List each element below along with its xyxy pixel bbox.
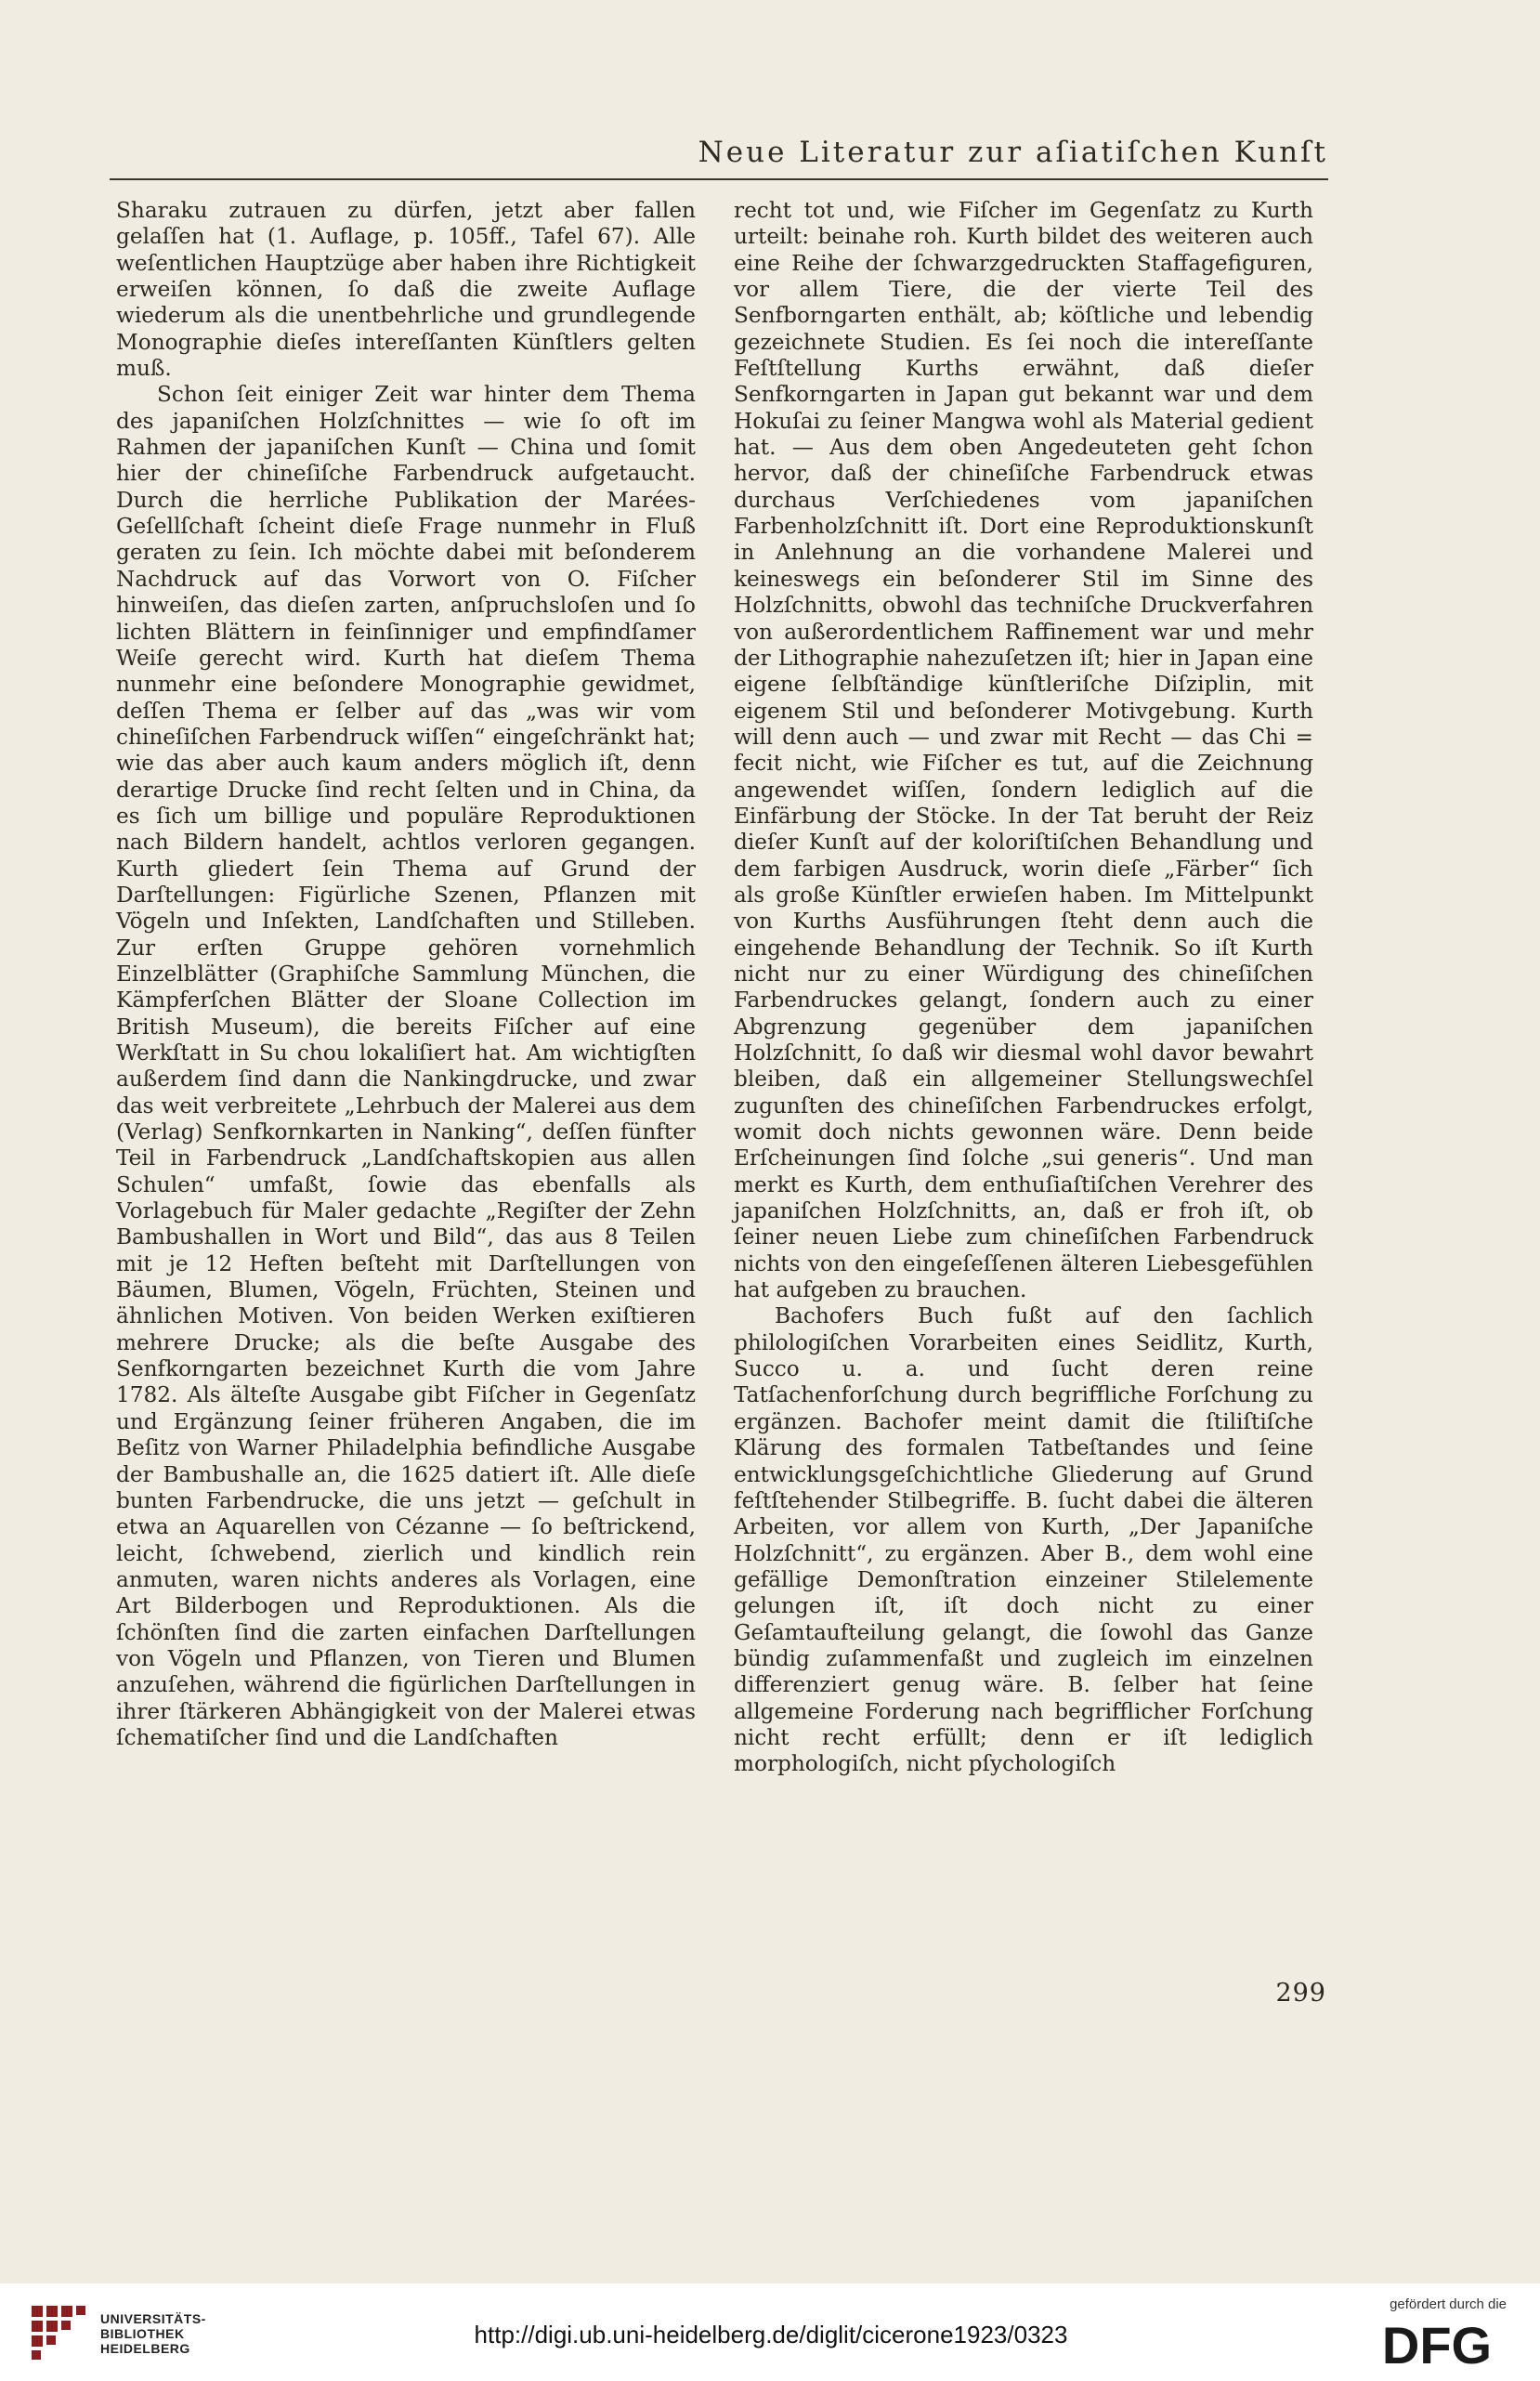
paragraph: recht tot und, wie Fiſcher im Gegenſatz zu Kurth urteilt: beinahe roh. Kurth bildet des weiteren auch eine Reihe der ſchwarzgedruckten Staffagefiguren, vor allem Tiere, die der vierte Teil des Senfborngarten enthält, ab; köſtliche und lebendig gezeichnete Studien. Es ſei noch die intereſſante Feſtſtellung Kurths erwähnt, daß dieſer Senfkorngarten in Japan gut bekannt war und dem Hokuſai zu ſeiner Mangwa wohl als Material gedient hat. — Aus dem oben Angedeuteten geht ſchon hervor, daß der chineſiſche Farbendruck etwas durchaus Verſchiedenes vom japaniſchen Farbenholzſchnitt iſt. Dort eine Reproduktionskunſt in Anlehnung an die vorhandene Malerei und keineswegs ein beſonderer Stil im Sinne des Holzſchnitts, obwohl das techniſche Druckverfahren von außerordentlichem Raffinement war und mehr der Lithographie nahezuſetzen iſt; hier in Japan eine eigene ſelbſtändige künſtleriſche Diſziplin, mit eigenem Stil und beſonderer Motivgebung. Kurth will denn auch — und zwar mit Recht — das Chi = fecit nicht, wie Fiſcher es tut, auf die Zeichnung angewendet wiſſen, ſondern lediglich auf die Einfärbung der Stöcke. In der Tat beruht der Reiz dieſer Kunſt auf der koloriſtiſchen Behandlung und dem farbigen Ausdruck, worin dieſe „Färber“ ſich als große Künſtler erwieſen haben. Im Mittelpunkt von Kurths Ausführungen ſteht denn auch die eingehende Behandlung der Technik. So iſt Kurth nicht nur zu einer Würdigung des chineſiſchen Farbendruckes gelangt, ſondern auch zu einer Abgrenzung gegenüber dem japaniſchen Holzſchnitt, ſo daß wir diesmal wohl davor bewahrt bleiben, daß ein allgemeiner Stellungswechſel zugunſten des chineſiſchen Farbendruckes erfolgt, womit doch nichts gewonnen wäre. Denn beide Erſcheinungen ſind ſolche „sui generis“. Und man merkt es Kurth, dem enthuſiaſtiſchen Verehrer des japaniſchen Holzſchnitts, an, daß er froh iſt, ob ſeiner neuen Liebe zum chineſiſchen Farbendruck nichts von den eingeſeſſenen älteren Liebesgefühlen hat aufgeben zu brauchen. [734,198,1313,1303]
dfg-logo-text: DFG [1381,2317,1493,2371]
university-library-name [100,2311,206,2356]
page-number: 299 [1275,1979,1326,2008]
paragraph: Schon ſeit einiger Zeit war hinter dem Thema des japaniſchen Holzſchnittes — wie ſo oft im Rahmen der japaniſchen Kunſt — China und ſomit hier der chineſiſche Farbendruck aufgetaucht. Durch die herrliche Publikation der Marées-Geſellſchaft ſcheint dieſe Frage nunmehr in Fluß geraten zu ſein. Ich möchte dabei mit beſonderem Nachdruck auf das Vorwort von O. Fiſcher hinweiſen, das dieſen zarten, anſpruchsloſen und ſo lichten Blättern in feinſinniger und empfindſamer Weiſe gerecht wird. Kurth hat dieſem Thema nunmehr eine beſondere Monographie gewidmet, deſſen Thema er ſelber auf das „was wir vom chineſiſchen Farbendruck wiſſen“ eingeſchränkt hat; wie das aber auch kaum anders möglich iſt, denn derartige Drucke ſind recht ſelten und in China, da es ſich um billige und populäre Reproduktionen nach Bildern handelt, achtlos verloren gegangen. Kurth gliedert ſein Thema auf Grund der Darſtellungen: Figürliche Szenen, Pflanzen mit Vögeln und Inſekten, Landſchaften und Stilleben. Zur erſten Gruppe gehören vornehmlich Einzelblätter (Graphiſche Sammlung München, die Kämpferſchen Blätter der Sloane Collection im British Museum), die bereits Fiſcher auf eine Werkſtatt in Su chou lokaliſiert hat. Am wichtigſten außerdem ſind dann die Nankingdrucke, und zwar das weit verbreitete „Lehrbuch der Malerei aus dem (Verlag) Senfkornkarten in Nanking“, deſſen fünfter Teil in Farbendruck „Landſchaftskopien aus allen Schulen“ umfaßt, ſowie das ebenfalls als Vorlagebuch für Maler gedachte „Regiſter der Zehn Bambushallen in Wort und Bild“, das aus 8 Teilen mit je 12 Heften beſteht mit Darſtellungen von Bäumen, Blumen, Vögeln, Früchten, Steinen und ähnlichen Motiven. Von beiden Werken exiſtieren mehrere Drucke; als die beſte Ausgabe des Senfkorngarten bezeichnet Kurth die vom Jahre 1782. Als älteſte Ausgabe gibt Fiſcher in Gegenſatz und Ergänzung ſeiner früheren Angaben, die im Beſitz von Warner Philadelphia befindliche Ausgabe der Bambushalle an, die 1625 datiert iſt. Alle dieſe bunten Farbendrucke, die uns jetzt — geſchult in etwa an Aquarellen von Cézanne — ſo beſtrickend, leicht, ſchwebend, zierlich und kindlich rein anmuten, waren nichts anderes als Vorlagen, eine Art Bilderbogen und Reproduktionen. Als die ſchönſten ſind die zarten einfachen Darſtellungen von Vögeln und Pflanzen, von Tieren und Blumen anzuſehen, während die figürlichen Darſtellungen in ihrer ſtärkeren Abhängigkeit von der Malerei etwas ſchematiſcher ſind und die Landſchaften [116,382,696,1750]
library-name-line: HEIDELBERG [100,2341,190,2356]
library-name-line: BIBLIOTHEK [100,2326,185,2341]
permalink-url[interactable]: http://digi.ub.uni-heidelberg.de/diglit/cicerone1923/0323 [474,2321,1068,2348]
text-column-left [116,198,696,1751]
paragraph: Bachofers Buch fußt auf den ſachlich philologiſchen Vorarbeiten eines Seidlitz, Kurth, Succo u. a. und ſucht deren reine Tatſachenforſchung durch begriffliche Forſchung zu ergänzen. Bachofer meint damit die ſtiliſtiſche Klärung des formalen Tatbeſtandes und ſeine entwicklungsgeſchichtliche Gliederung auf Grund feſtſtehender Stilbegriffe. B. ſucht dabei die älteren Arbeiten, vor allem von Kurth, „Der Japaniſche Holzſchnitt“, zu ergänzen. Aber B., dem wohl eine gefällige Demonſtration einzeiner Stilelemente gelungen iſt, iſt doch nicht zu einer Geſamtaufteilung gelangt, die ſowohl das Ganze bündig zuſammenfaßt und zugleich im einzelnen differenziert genug wäre. B. ſelber hat ſeine allgemeine Forderung nach begrifflicher Forſchung nicht recht erfüllt; denn er iſt lediglich morphologiſch, nicht pſychologiſch [734,1303,1313,1777]
running-head: Neue Literatur zur aſiatiſchen Kunſt [698,136,1328,169]
header-rule [110,178,1328,180]
digitization-footer [0,2283,1540,2381]
dfg-logo-icon [1367,2317,1507,2371]
library-name-line: UNIVERSITÄTS- [100,2311,206,2326]
paragraph: Sharaku zutrauen zu dürfen, jetzt aber fallen gelaſſen hat (1. Auflage, p. 105ff., Tafel 67). Alle weſentlichen Hauptzüge aber haben ihre Richtigkeit erweiſen können, ſo daß die zweite Auflage wiederum als die unentbehrliche und grundlegende Monographie dieſes intereſſanten Künſtlers gelten muß. [116,198,696,382]
funding-caption: gefördert durch die [1390,2296,1507,2312]
university-library-logo-icon [26,2300,91,2365]
text-column-right [734,198,1313,1778]
